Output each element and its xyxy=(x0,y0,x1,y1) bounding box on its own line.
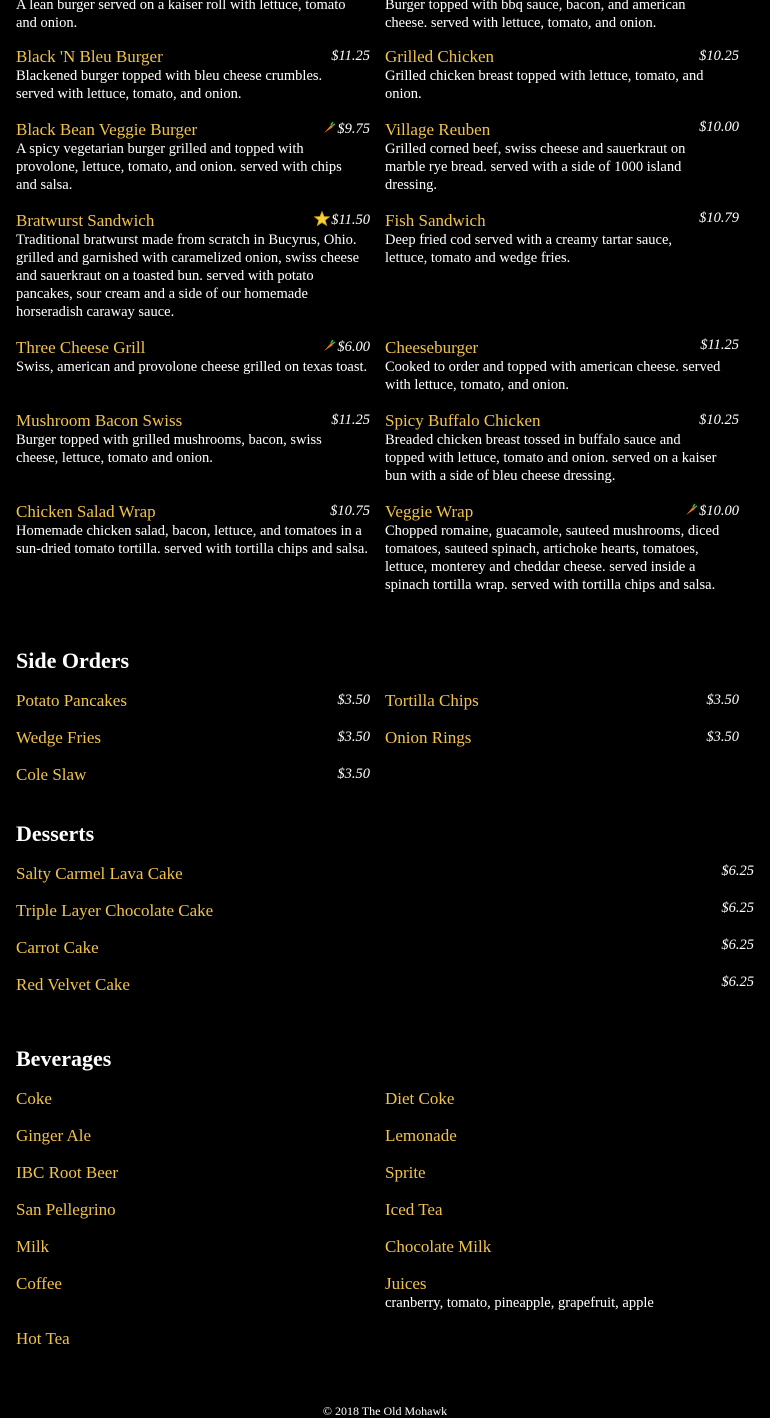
carrot-icon xyxy=(322,121,336,140)
menu-item-name: Mushroom Bacon Swiss xyxy=(16,411,183,430)
menu-item-price xyxy=(684,502,739,522)
menu-item-name: Iced Tea xyxy=(385,1200,443,1219)
menu-item-name: Potato Pancakes xyxy=(16,691,127,710)
menu-item-price-value: $10.00 xyxy=(699,503,739,519)
menu-item-price xyxy=(322,338,370,358)
section-heading-desserts: Desserts xyxy=(16,821,95,846)
menu-item-price: $3.50 xyxy=(337,729,370,745)
menu-item-name: Village Reuben xyxy=(385,120,491,139)
menu-item-price: $3.50 xyxy=(706,692,739,708)
menu-item-name: Coffee xyxy=(16,1274,62,1293)
menu-item-price: $10.00 xyxy=(699,119,739,135)
menu-item-name: Milk xyxy=(16,1237,50,1256)
menu-item-description: Traditional bratwurst made from scratch in Bucyrus, Ohio. grilled and garnished with caramelized onion, swiss cheese and sauerkraut on a toasted bun. served with potato pancakes, sour cream and a side of our homemade horseradish caraway sauce. xyxy=(16,232,360,320)
menu-item-name: IBC Root Beer xyxy=(16,1163,118,1182)
menu-item-description: A spicy vegetarian burger grilled and topped with provolone, lettuce, tomato, and onion. served with chips and salsa. xyxy=(16,141,342,193)
menu-item-name: Chocolate Milk xyxy=(385,1237,492,1256)
section-heading-side-orders: Side Orders xyxy=(16,648,130,673)
menu-item-price: $10.25 xyxy=(699,48,739,64)
menu-item-description: Swiss, american and provolone cheese grilled on texas toast. xyxy=(16,359,368,375)
menu-item-name: Wedge Fries xyxy=(16,728,102,747)
menu-item-name: Chicken Salad Wrap xyxy=(16,502,156,521)
copyright-footer: © 2018 The Old Mohawk xyxy=(322,1404,448,1418)
menu-item-price: $6.25 xyxy=(721,863,754,879)
menu-item-name: Tortilla Chips xyxy=(385,691,479,710)
menu-item-name: Onion Rings xyxy=(385,728,472,747)
menu-item-name: Coke xyxy=(16,1089,52,1108)
menu-item-price: $3.50 xyxy=(337,766,370,782)
menu-item-name: Lemonade xyxy=(385,1126,457,1145)
carrot-icon xyxy=(322,339,336,358)
menu-item-price: $11.25 xyxy=(331,48,370,64)
menu-item-price: $6.25 xyxy=(721,937,754,953)
menu-item-description: Burger topped with bbq sauce, bacon, and american cheese. served with lettuce, tomato, and onion. xyxy=(385,0,686,31)
menu-item-price: $3.50 xyxy=(706,729,739,745)
menu-item-name: Red Velvet Cake xyxy=(16,975,130,994)
menu-item-price: $10.79 xyxy=(699,210,739,226)
menu-item-description: cranberry, tomato, pineapple, grapefruit, apple xyxy=(385,1295,654,1311)
menu-item-description: Deep fried cod served with a creamy tartar sauce, lettuce, tomato and wedge fries. xyxy=(385,232,673,266)
menu-item-name: Ginger Ale xyxy=(16,1126,92,1145)
menu-item-description: Blackened burger topped with bleu cheese crumbles. served with lettuce, tomato, and onion. xyxy=(16,68,323,102)
menu-item-name: Cole Slaw xyxy=(16,765,87,784)
menu-item-name: Juices xyxy=(385,1274,427,1293)
menu-item-price: $6.25 xyxy=(721,974,754,990)
menu-item-price-value: $6.00 xyxy=(337,339,370,355)
menu-item-price: $11.25 xyxy=(700,337,739,353)
section-heading-beverages: Beverages xyxy=(16,1046,112,1071)
menu-item-price-value: $9.75 xyxy=(337,121,370,137)
carrot-icon xyxy=(684,503,698,522)
menu-item-name: Three Cheese Grill xyxy=(16,338,146,357)
menu-item-name: Sprite xyxy=(385,1163,426,1182)
menu-item-description: Homemade chicken salad, bacon, lettuce, and tomatoes in a sun-dried tomato tortilla. served with tortilla chips and salsa. xyxy=(16,523,368,557)
menu-item-name: Fish Sandwich xyxy=(385,211,486,230)
menu-item-description: Burger topped with grilled mushrooms, bacon, swiss cheese, lettuce, tomato and onion. xyxy=(16,432,322,466)
menu-item-name: Bratwurst Sandwich xyxy=(16,211,155,230)
menu-item-price: $11.25 xyxy=(331,412,370,428)
menu-item-name: Cheeseburger xyxy=(385,338,479,357)
menu-item-price xyxy=(322,120,370,140)
menu-item-name: San Pellegrino xyxy=(16,1200,116,1219)
menu-item-price: $10.75 xyxy=(330,503,370,519)
menu-item-price-value: $11.50 xyxy=(331,212,370,228)
menu-item-name: Carrot Cake xyxy=(16,938,99,957)
menu-item-description: A lean burger served on a kaiser roll with lettuce, tomato and onion. xyxy=(16,0,346,31)
menu-item-name: Triple Layer Chocolate Cake xyxy=(16,901,214,920)
menu-item-name: Black Bean Veggie Burger xyxy=(16,120,198,139)
menu-item-description: Grilled chicken breast topped with lettuce, tomato, and onion. xyxy=(385,68,704,102)
star-icon xyxy=(314,211,330,231)
menu-item-description: Chopped romaine, guacamole, sauteed mushrooms, diced tomatoes, sauteed spinach, artichoke hearts, tomatoes, lettuce, monterey and cheddar cheese. served inside a spinach tortilla wrap. served with tortilla chips and salsa. xyxy=(385,523,720,593)
menu-item-price: $10.25 xyxy=(699,412,739,428)
menu-item-name: Hot Tea xyxy=(16,1329,70,1348)
menu-item-name: Black 'N Bleu Burger xyxy=(16,47,163,66)
menu-item-name: Salty Carmel Lava Cake xyxy=(16,864,183,883)
menu-item-name: Spicy Buffalo Chicken xyxy=(385,411,541,430)
menu-item-name: Diet Coke xyxy=(385,1089,455,1108)
menu-item-description: Cooked to order and topped with american cheese. served with lettuce, tomato, and onion. xyxy=(385,359,721,393)
menu-item-name: Veggie Wrap xyxy=(385,502,474,521)
menu-item-price xyxy=(314,211,370,231)
menu-item-price: $6.25 xyxy=(721,900,754,916)
menu-item-name: Grilled Chicken xyxy=(385,47,495,66)
menu-item-description: Grilled corned beef, swiss cheese and sauerkraut on marble rye bread. served with a side of 1000 island dressing. xyxy=(385,141,686,193)
menu-item-price: $3.50 xyxy=(337,692,370,708)
menu-item-description: Breaded chicken breast tossed in buffalo sauce and topped with lettuce, tomato and onion. served on a kaiser bun with a side of bleu cheese dressing. xyxy=(385,432,717,484)
